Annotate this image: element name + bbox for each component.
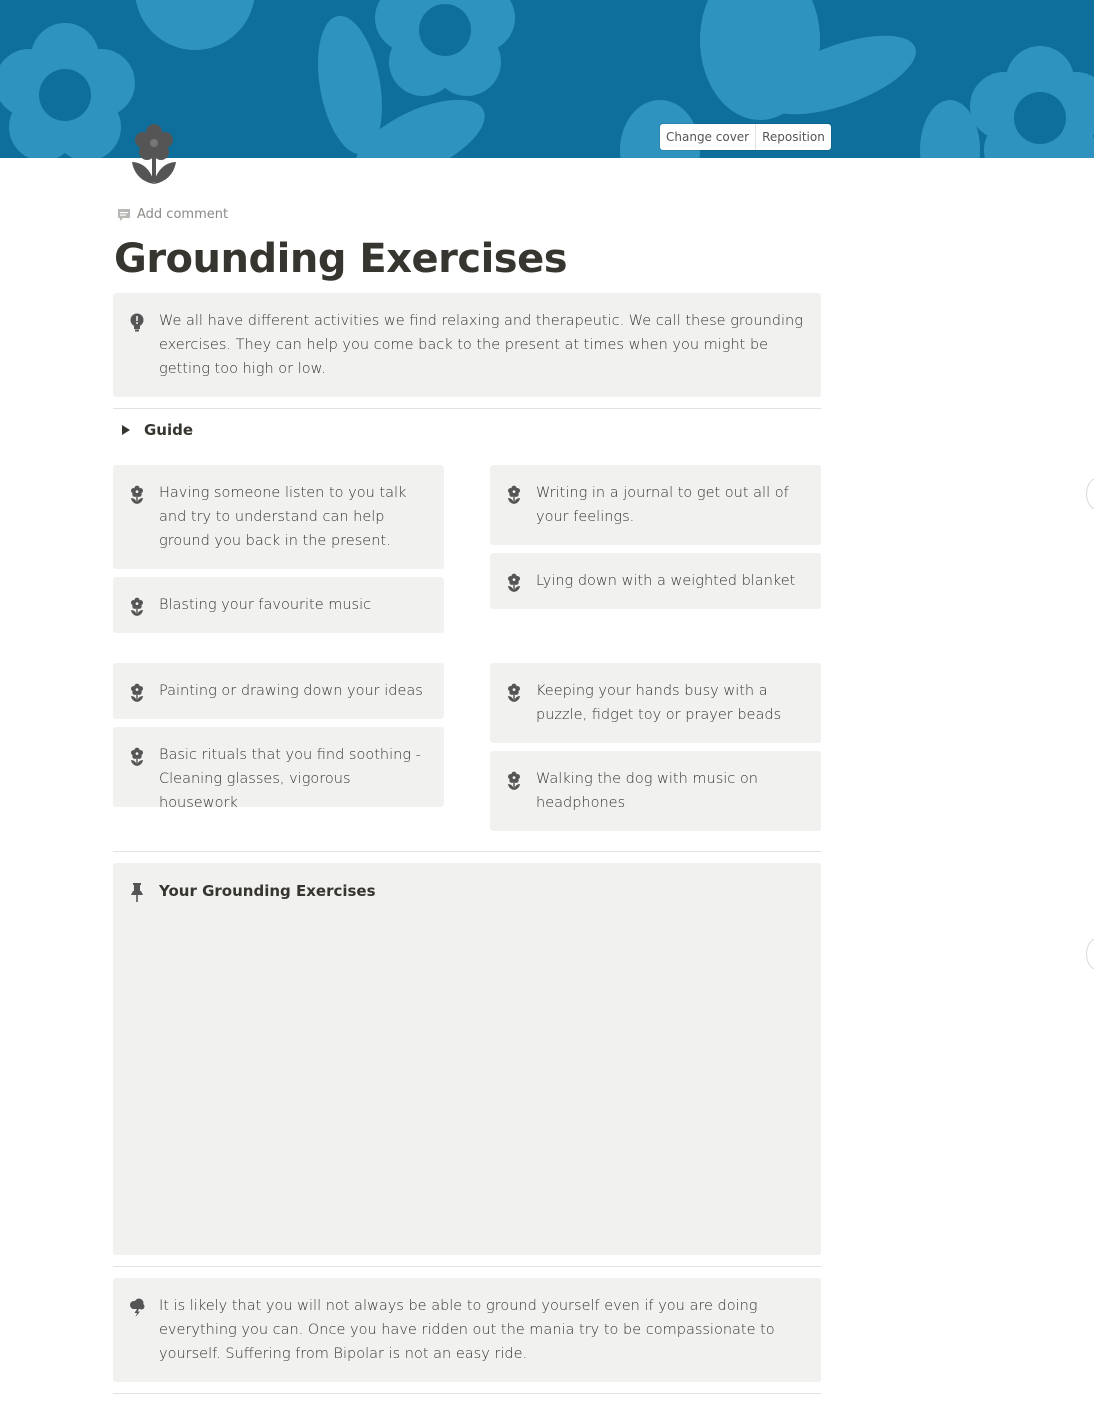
- exercise-callout[interactable]: [113, 577, 444, 633]
- add-comment-label: Add comment: [137, 207, 229, 222]
- cover-flower: [0, 23, 135, 158]
- your-exercises-title: Your Grounding Exercises: [159, 882, 376, 900]
- divider: [113, 1266, 821, 1267]
- pushpin-icon: [129, 883, 145, 903]
- comment-icon: [117, 208, 131, 222]
- change-cover-button[interactable]: Change cover: [666, 130, 750, 144]
- closing-callout[interactable]: [113, 1278, 821, 1382]
- your-exercises-callout[interactable]: [113, 863, 821, 1255]
- exercise-text: Lying down with a weighted blanket: [536, 573, 796, 589]
- side-panel-handle[interactable]: [1086, 478, 1094, 510]
- guide-toggle-label: Guide: [144, 421, 194, 439]
- side-panel-handle[interactable]: [1086, 938, 1094, 970]
- toggle-triangle-icon[interactable]: [122, 425, 130, 435]
- divider: [113, 1393, 821, 1394]
- flower-icon: [129, 747, 145, 767]
- exercise-text: Painting or drawing down your ideas: [159, 683, 423, 699]
- storm-cloud-icon: [129, 1298, 145, 1318]
- flower-icon: [506, 485, 522, 505]
- reposition-button[interactable]: Reposition: [755, 124, 831, 150]
- exercise-callout[interactable]: [490, 553, 821, 609]
- exercise-text: Blasting your favourite music: [159, 597, 372, 613]
- flower-icon: [129, 597, 145, 617]
- exercise-callout[interactable]: [490, 465, 821, 545]
- flower-icon: [129, 683, 145, 703]
- divider: [113, 408, 821, 409]
- closing-callout-text: It is likely that you will not always be able to ground yourself even if you are doing everything you can. Once you have ridden out the mania try to be compassionate to yourself. Suffering from Bipolar is not an easy ride.: [159, 1298, 775, 1362]
- exercise-callout[interactable]: [113, 465, 444, 569]
- cover-controls: [660, 124, 831, 150]
- exercise-text: Walking the dog with music on headphones: [536, 771, 758, 811]
- exercise-text: Having someone listen to you talk and try to understand can help ground you back in the present.: [159, 485, 407, 549]
- guide-toggle[interactable]: [118, 421, 193, 439]
- divider: [113, 851, 821, 852]
- flower-icon: [129, 485, 145, 505]
- cover-flower: [970, 46, 1094, 158]
- flower-icon[interactable]: [128, 120, 180, 186]
- lightbulb-icon: [129, 313, 145, 333]
- exercise-callout[interactable]: [113, 663, 444, 719]
- intro-callout[interactable]: [113, 293, 821, 397]
- page-title[interactable]: Grounding Exercises: [114, 236, 568, 282]
- flower-icon: [506, 683, 522, 703]
- add-comment-button[interactable]: [117, 207, 228, 222]
- exercise-text: Writing in a journal to get out all of your feelings.: [536, 485, 789, 525]
- intro-callout-text: We all have different activities we find relaxing and therapeutic. We call these grounding exercises. They can help you come back to the present at times when you might be getting too high or low.: [159, 313, 803, 377]
- flower-icon: [506, 573, 522, 593]
- exercise-text: Keeping your hands busy with a puzzle, fidget toy or prayer beads: [536, 683, 782, 723]
- exercise-callout[interactable]: [490, 663, 821, 743]
- flower-icon: [506, 771, 522, 791]
- exercise-callout[interactable]: [113, 727, 444, 811]
- cover-flower: [375, 0, 515, 96]
- exercise-text: Basic rituals that you find soothing - Cleaning glasses, vigorous housework: [159, 747, 421, 811]
- exercise-callout[interactable]: [490, 751, 821, 831]
